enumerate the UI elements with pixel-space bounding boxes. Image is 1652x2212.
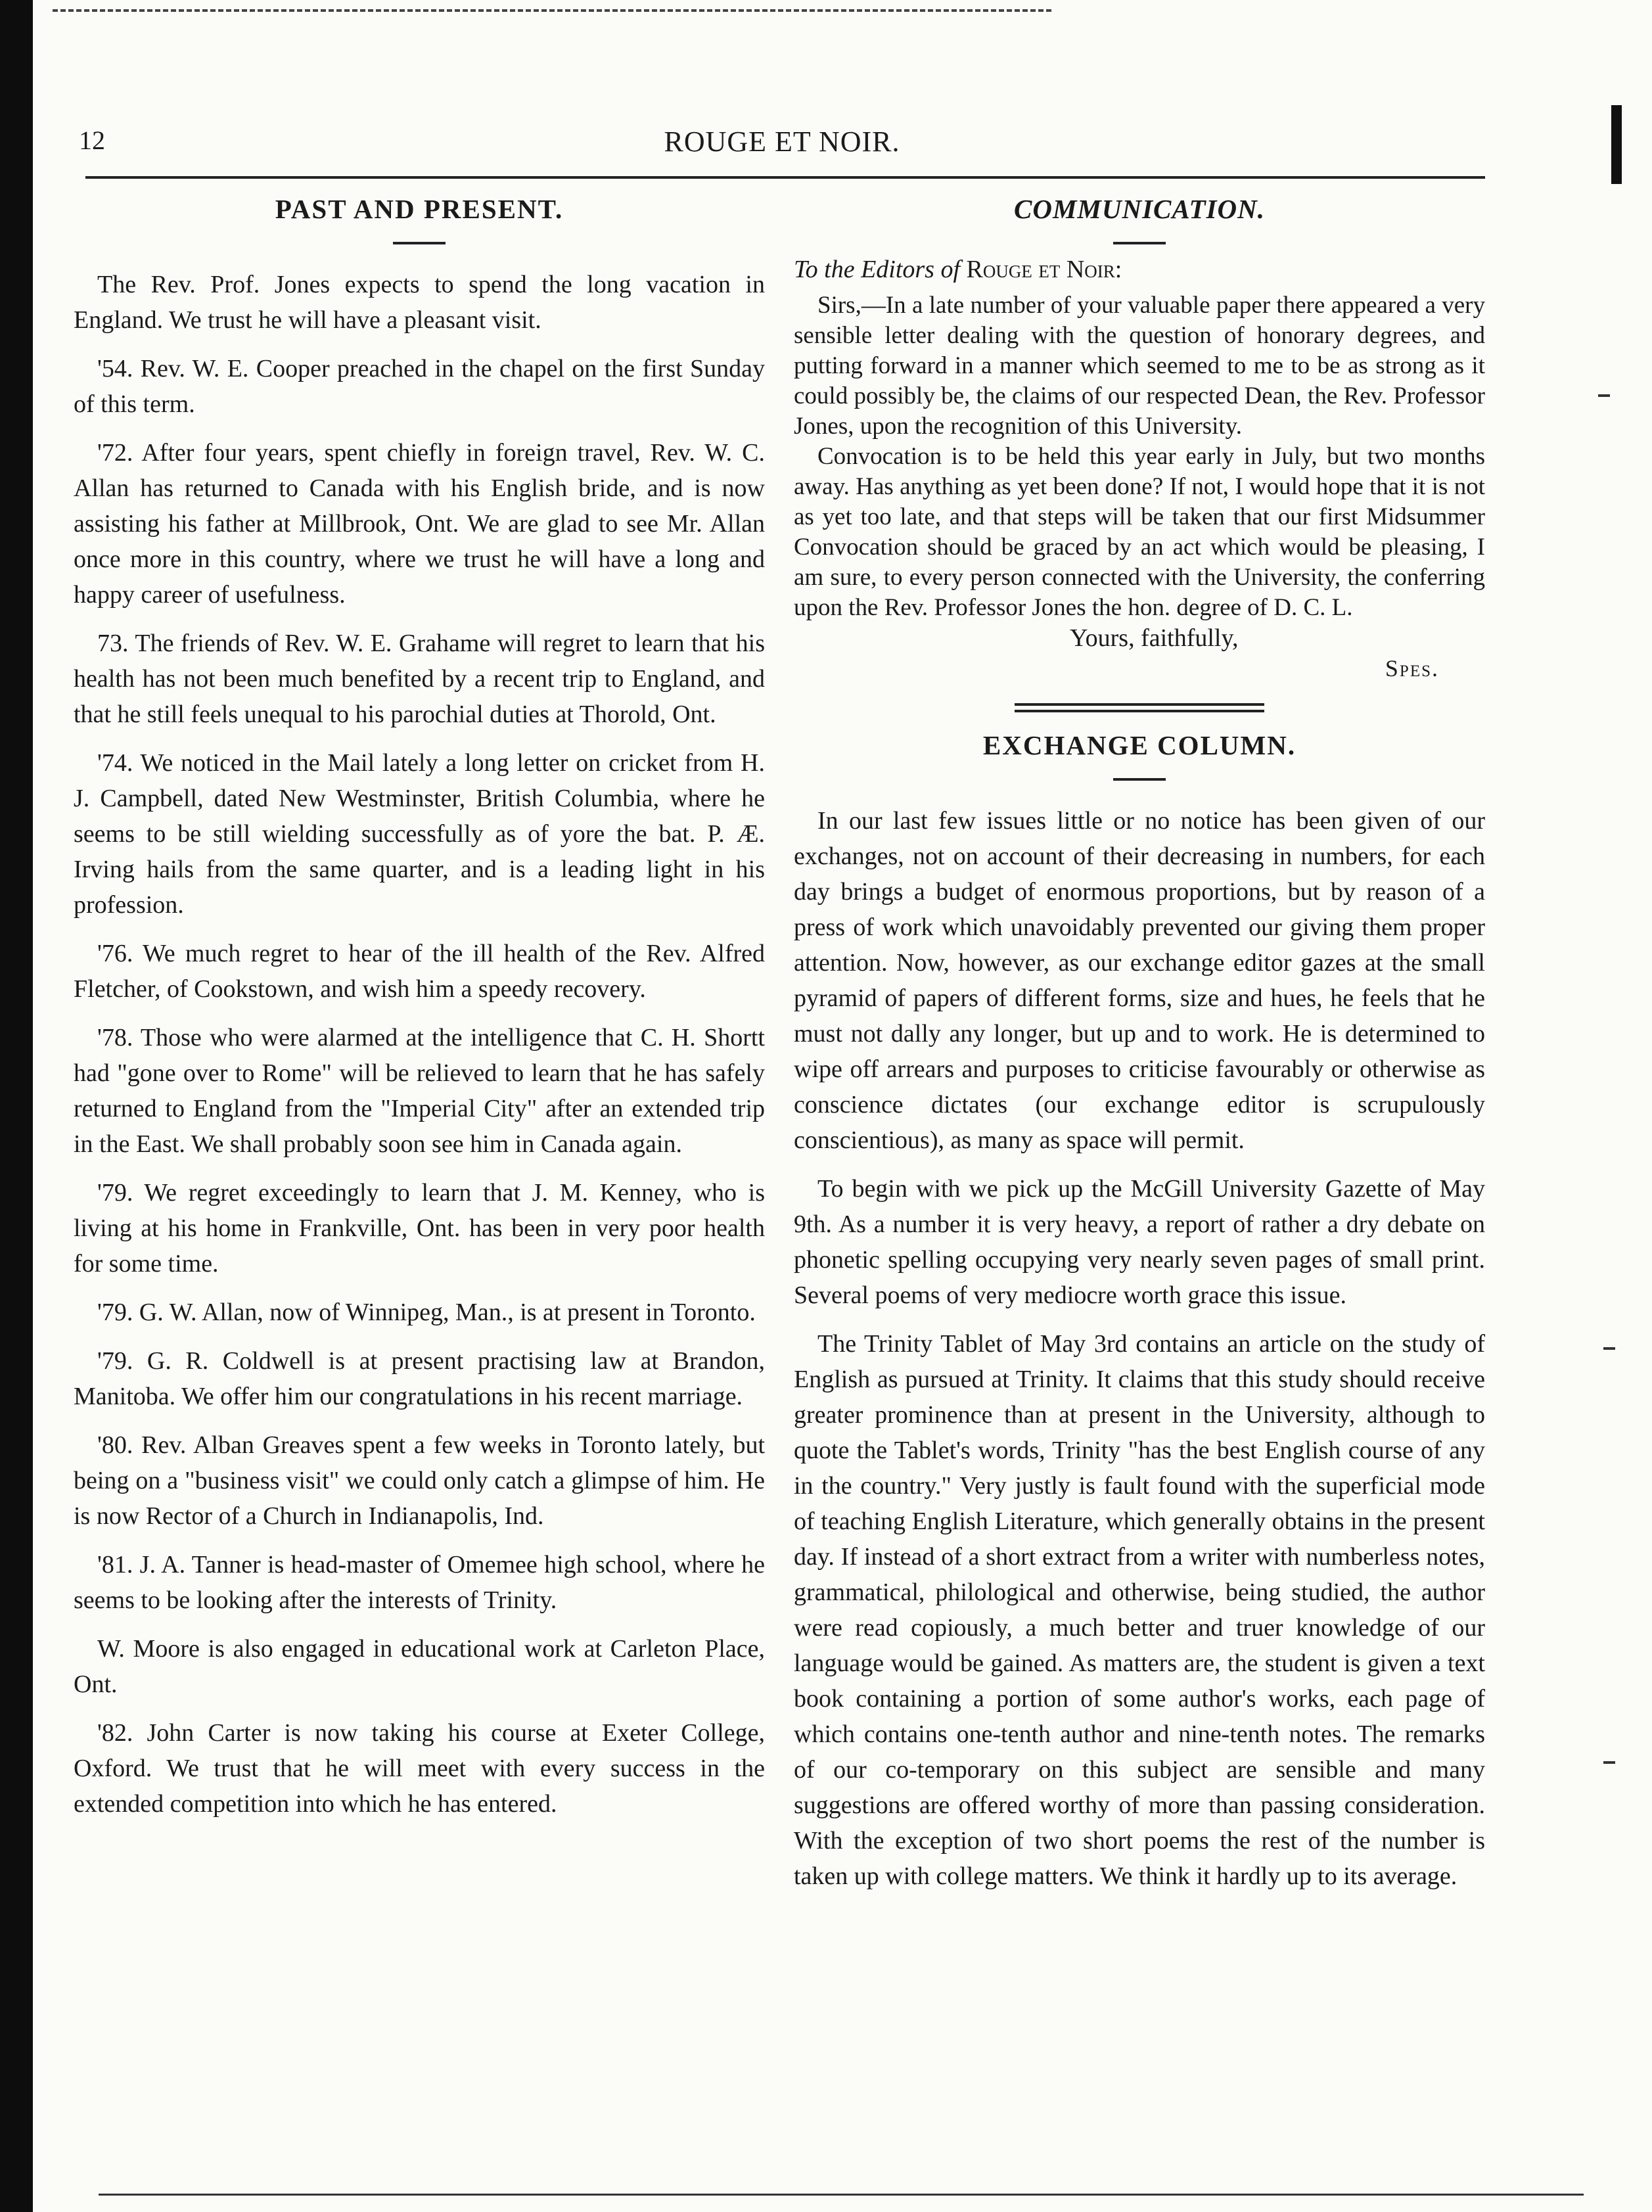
- page-bottom-rule: [99, 2194, 1584, 2196]
- communication-section: [794, 191, 1485, 683]
- section-divider: [1015, 703, 1264, 712]
- section-title-communication: COMMUNICATION.: [1014, 194, 1265, 224]
- title-rule: [393, 242, 446, 244]
- right-column: [794, 191, 1485, 1907]
- page-header: [79, 125, 1485, 184]
- news-item: '72. After four years, spent chiefly in foreign travel, Rev. W. C. Allan has returned to Canada with his English bride, and is now assisting his father at Millbrook, Ont. We are glad to see Mr. Allan once more in this country, where we trust he will have a long and happy career of usefulness.: [74, 439, 765, 609]
- news-item: '78. Those who were alarmed at the intelligence that C. H. Shortt had "gone over to Rome" will be relieved to learn that he has safely returned to England from the "Imperial City" after an extended trip in the East. We shall probably soon see him in Canada again.: [74, 1024, 765, 1158]
- title-rule: [1113, 242, 1166, 244]
- salutation-prefix: To the Editors of: [794, 256, 961, 283]
- news-item: '54. Rev. W. E. Cooper preached in the chapel on the first Sunday of this term.: [74, 355, 765, 418]
- news-item: '82. John Carter is now taking his course at Exeter College, Oxford. We trust that he will meet with every success in the extended competition into which he has entered.: [74, 1719, 765, 1818]
- exchange-paragraph: To begin with we pick up the McGill University Gazette of May 9th. As a number it is very heavy, a report of rather a dry debate on phonetic spelling occupying very nearly seven pages of small print. Several poems of very mediocre worth grace this issue.: [794, 1175, 1485, 1309]
- left-column: [74, 191, 765, 1835]
- news-item: '79. G. R. Coldwell is at present practising law at Brandon, Manitoba. We offer him our congratulations in his recent marriage.: [74, 1347, 765, 1410]
- news-item: W. Moore is also engaged in educational work at Carleton Place, Ont.: [74, 1635, 765, 1698]
- letter-signoff: Yours, faithfully,: [1070, 624, 1239, 652]
- header-rule: [85, 176, 1485, 179]
- running-title: ROUGE ET NOIR.: [664, 126, 900, 158]
- letter-paragraph: Convocation is to be held this year early in July, but two months away. Has anything as yet been done? If not, I would hope that it is not as yet too late, and that steps will be taken that our first Midsummer Convocation should be graced by an act which would be pleasing, I am sure, to every person connected with the University, the conferring upon the Rev. Professor Jones the hon. degree of D. C. L.: [794, 443, 1485, 621]
- news-item: '74. We noticed in the Mail lately a long letter on cricket from H. J. Campbell, dated New Westminster, British Columbia, where he seems to be still wielding successfully as of yore the bat. P. Æ. Irving hails from the same quarter, and is a leading light in his profession.: [74, 749, 765, 919]
- scan-margin-mark: [1603, 1347, 1615, 1350]
- news-item: '76. We much regret to hear of the ill health of the Rev. Alfred Fletcher, of Cookstown, and wish him a speedy recovery.: [74, 940, 765, 1003]
- scan-margin-mark: [1598, 394, 1610, 397]
- page-number: 12: [79, 126, 105, 155]
- scan-edge-mark: [1611, 105, 1622, 184]
- letter-signature: Spes.: [1385, 655, 1439, 681]
- salutation-paper-name: Rouge et Noir:: [966, 256, 1122, 283]
- exchange-paragraph: In our last few issues little or no notice has been given of our exchanges, not on account of their decreasing in numbers, for each day brings a budget of enormous proportions, but by reason of a press of work which unavoidably prevented our giving them proper attention. Now, however, as our exchange editor gazes at the small pyramid of papers of different forms, size and hues, he feels that he must not dally any longer, but up and to work. He is determined to wipe off arrears and purposes to criticise favourably or otherwise as conscience dictates (our exchange editor is scrupulously conscientious), as many as space will permit.: [794, 807, 1485, 1154]
- title-rule: [1113, 778, 1166, 781]
- news-item: The Rev. Prof. Jones expects to spend the long vacation in England. We trust he will have a pleasant visit.: [74, 271, 765, 334]
- letter-salutation: [794, 251, 1485, 288]
- exchange-paragraph: The Trinity Tablet of May 3rd contains an article on the study of English as pursued at Trinity. It claims that this study should receive greater prominence than at present in the University, although to quote the Tablet's words, Trinity "has the best English course of any in the country." Very justly is fault found with the superficial mode of teaching English Literature, which generally obtains in the present day. If instead of a short extract from a writer with numberless notes, grammatical, philological and otherwise, being studied, the author were read copiously, a much better and truer knowledge of our language would be gained. As matters are, the student is given a text book containing a portion of some author's works, each page of which contains one-tenth author and nine-tenth notes. The remarks of our co-temporary on this subject are sensible and many suggestions are offered worthy of more than passing consideration. With the exception of two short poems the rest of the number is taken up with college matters. We think it hardly up to its average.: [794, 1330, 1485, 1890]
- scan-top-artifact: [53, 9, 1051, 12]
- letter-paragraph: Sirs,—In a late number of your valuable paper there appeared a very sensible letter dealing with the question of honorary degrees, and putting forward in a manner which seemed to me to be as strong as it could possibly be, the claims of our respected Dean, the Rev. Professor Jones, upon the recognition of this University.: [794, 292, 1485, 440]
- section-title-exchange-column: EXCHANGE COLUMN.: [982, 730, 1296, 760]
- section-title-past-and-present: PAST AND PRESENT.: [275, 194, 564, 224]
- news-item: 73. The friends of Rev. W. E. Grahame will regret to learn that his health has not been much benefited by a recent trip to England, and that he still feels unequal to his parochial duties at Thorold, Ont.: [74, 630, 765, 728]
- news-item: '80. Rev. Alban Greaves spent a few weeks in Toronto lately, but being on a "business visit" we could only catch a glimpse of him. He is now Rector of a Church in Indianapolis, Ind.: [74, 1431, 765, 1530]
- news-item: '79. We regret exceedingly to learn that J. M. Kenney, who is living at his home in Frankville, Ont. has been in very poor health for some time.: [74, 1179, 765, 1278]
- scan-margin-mark: [1603, 1761, 1615, 1764]
- news-item: '81. J. A. Tanner is head-master of Omemee high school, where he seems to be looking after the interests of Trinity.: [74, 1551, 765, 1614]
- scan-binding-edge: [0, 0, 33, 2212]
- news-item: '79. G. W. Allan, now of Winnipeg, Man., is at present in Toronto.: [97, 1299, 756, 1326]
